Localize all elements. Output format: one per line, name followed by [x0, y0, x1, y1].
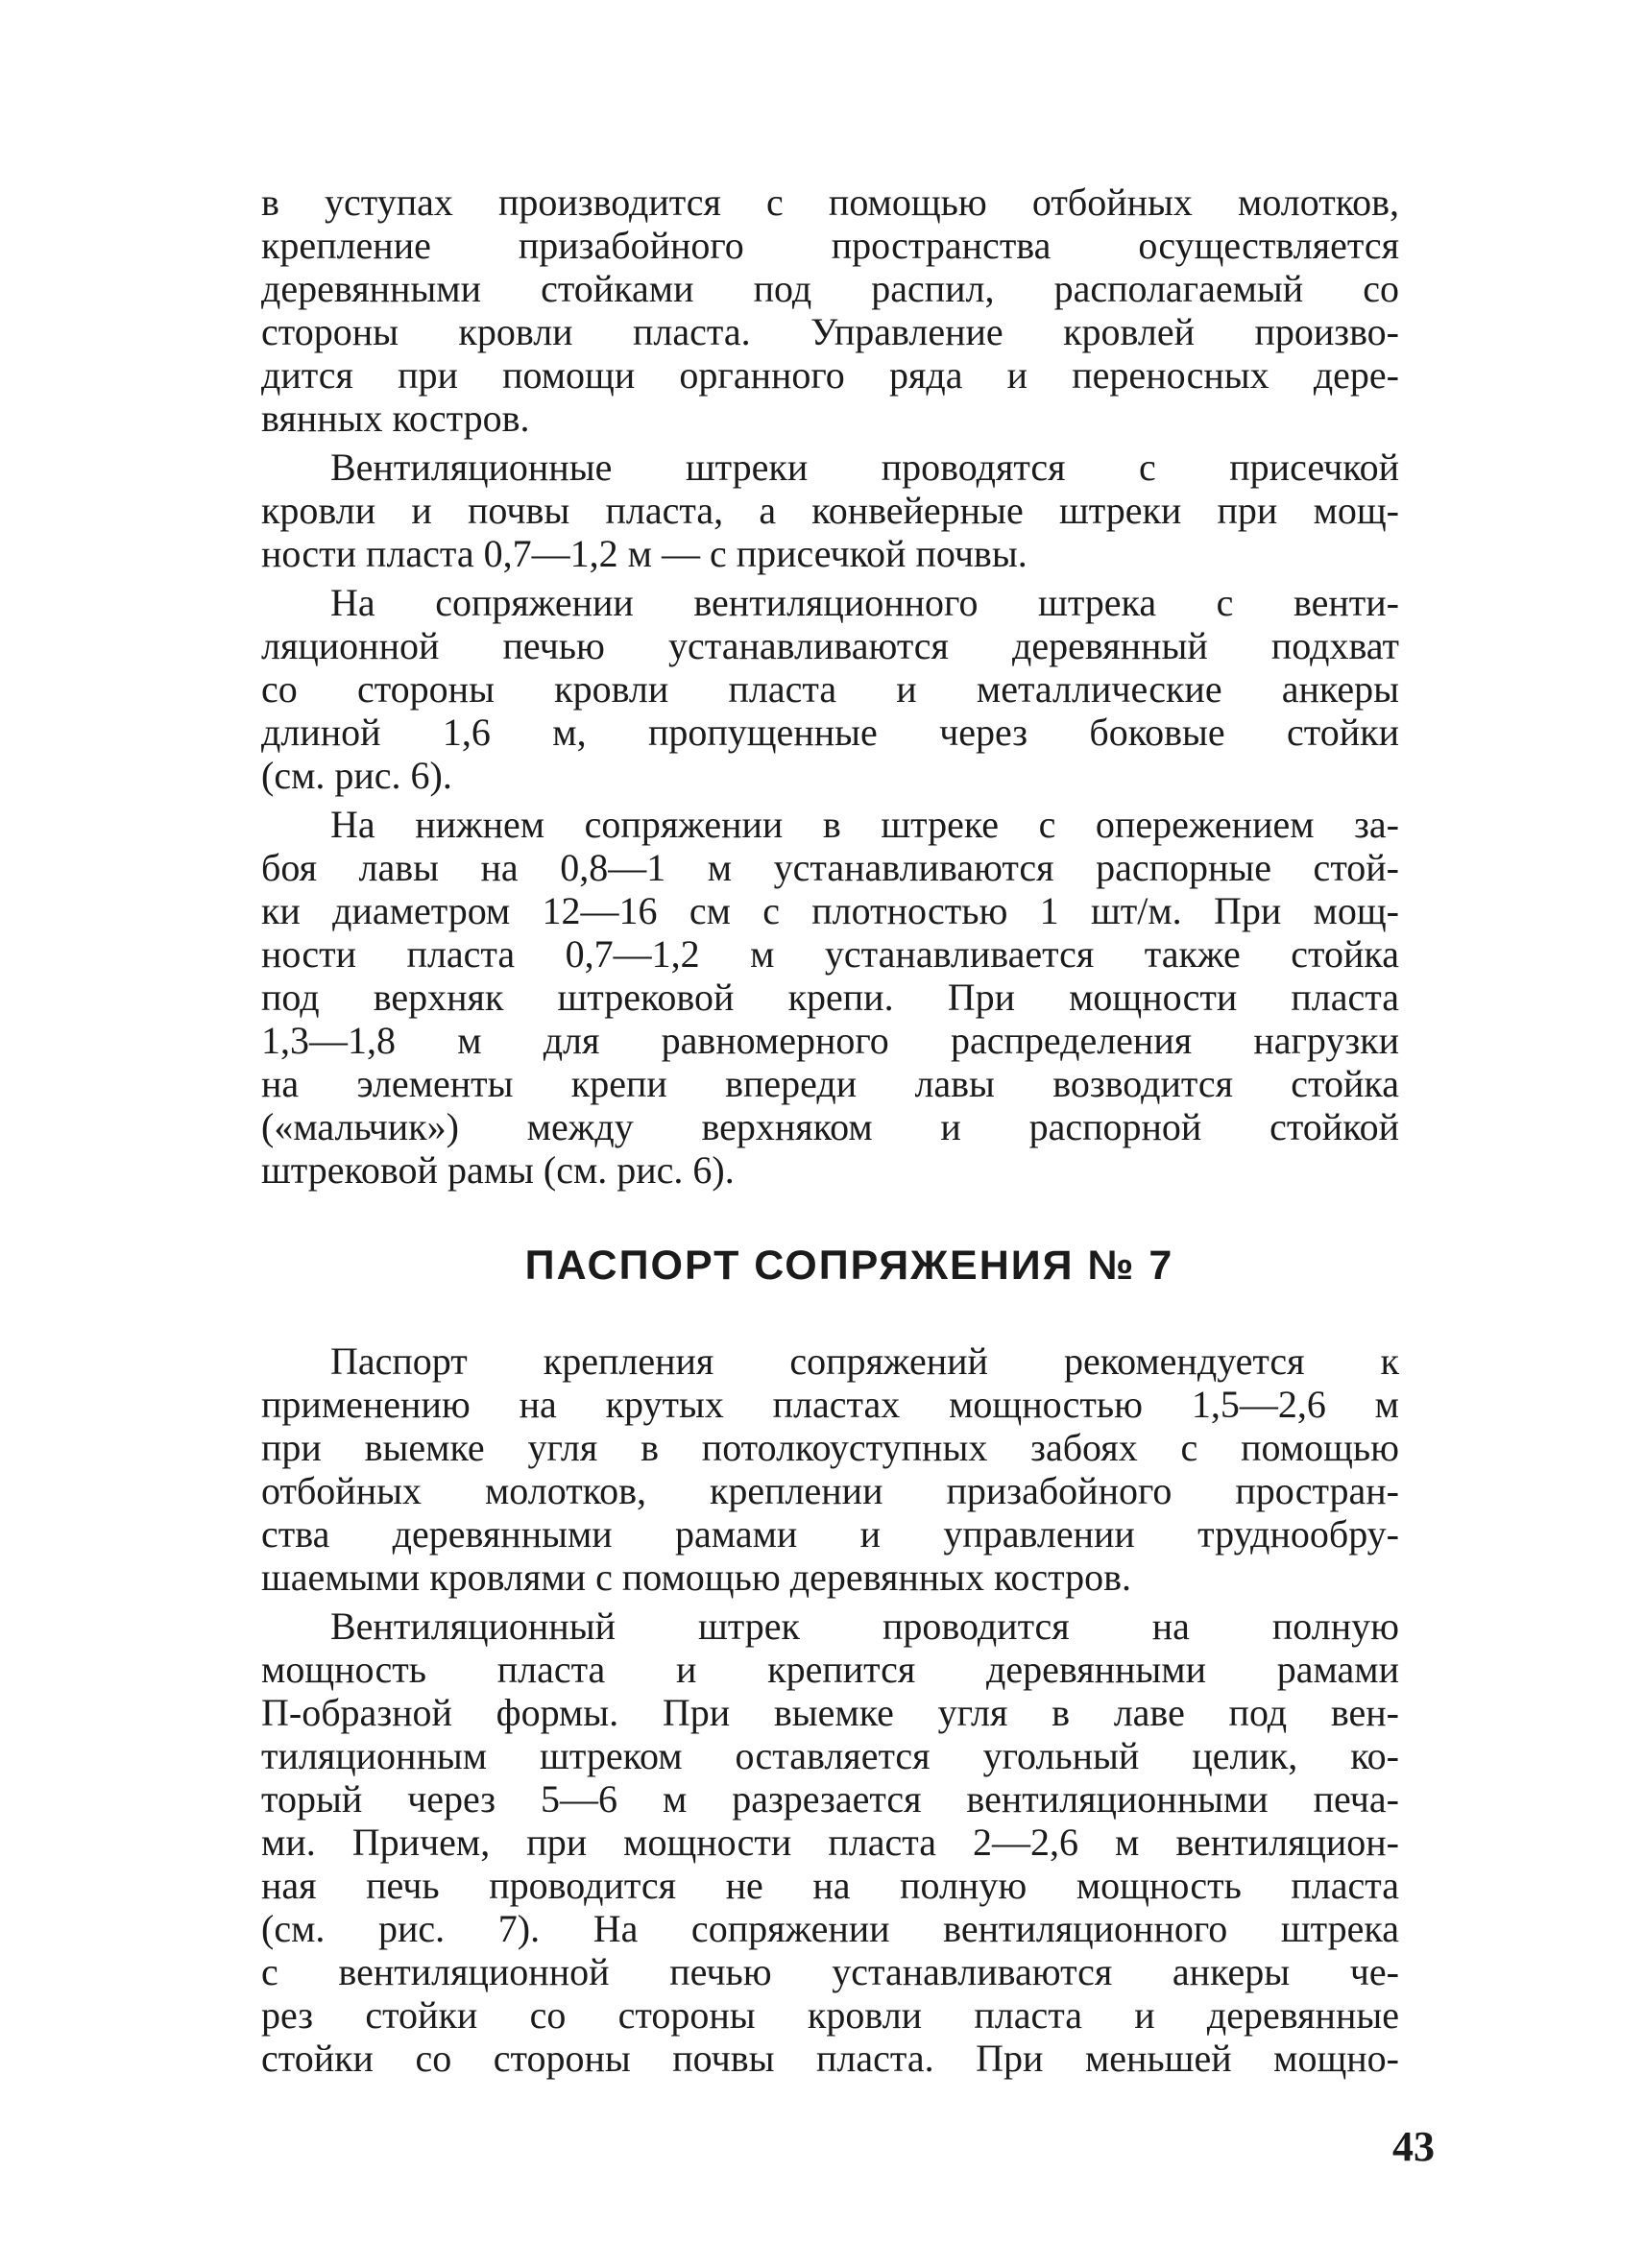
text-line: в уступах производится с помощью отбойных молотков,: [261, 181, 1399, 224]
text-line: боя лавы на 0,8—1 м устанавливаются распорные стой-: [261, 846, 1399, 889]
paragraph-3: [261, 581, 1399, 797]
text-line: длиной 1,6 м, пропущенные через боковые стойки: [261, 711, 1399, 754]
text-line: Вентиляционные штреки проводятся с присечкой: [330, 446, 1399, 489]
text-line: ки диаметром 12—16 см с плотностью 1 шт/м. При мощ-: [261, 889, 1399, 932]
text-line: деревянными стойками под распил, располагаемый со: [261, 267, 1399, 310]
text-line: вянных костров.: [261, 397, 530, 440]
text-line: ми. Причем, при мощности пласта 2—2,6 м вентиляцион-: [261, 1821, 1399, 1864]
text-line: (см. рис. 6).: [261, 754, 452, 797]
text-line: ляционной печью устанавливаются деревянный подхват: [261, 624, 1399, 667]
text-line: отбойных молотков, креплении призабойного простран-: [261, 1469, 1399, 1512]
text-line: тиляционным штреком оставляется угольный целик, ко-: [261, 1734, 1399, 1777]
text-line: (см. рис. 7). На сопряжении вентиляционного штрека: [261, 1907, 1399, 1950]
text-line: под верхняк штрековой крепи. При мощности пласта: [261, 976, 1399, 1019]
text-line: стороны кровли пласта. Управление кровлей произво-: [261, 310, 1399, 353]
paragraph-6: [261, 1604, 1399, 2080]
text-line: ности пласта 0,7—1,2 м устанавливается также стойка: [261, 932, 1399, 976]
text-line: крепление призабойного пространства осуществляется: [261, 224, 1399, 267]
paragraph-2: [261, 446, 1399, 575]
text-line: ности пласта 0,7—1,2 м — с присечкой почвы.: [261, 532, 1028, 575]
section-heading: ПАСПОРТ СОПРЯЖЕНИЯ № 7: [524, 1243, 1174, 1289]
text-line: На нижнем сопряжении в штреке с опережением за-: [330, 803, 1399, 846]
text-line: П-образной формы. При выемке угля в лаве под вен-: [261, 1691, 1399, 1734]
text-line: стойки со стороны почвы пласта. При меньшей мощно-: [261, 2037, 1399, 2080]
text-line: кровли и почвы пласта, а конвейерные штреки при мощ-: [261, 489, 1399, 532]
text-line: мощность пласта и крепится деревянными рамами: [261, 1648, 1399, 1691]
text-line: со стороны кровли пласта и металлические анкеры: [261, 667, 1399, 711]
text-line: дится при помощи органного ряда и переносных дере-: [261, 353, 1399, 397]
text-line: штрековой рамы (см. рис. 6).: [261, 1148, 735, 1192]
text-line: шаемыми кровлями с помощью деревянных костров.: [261, 1556, 1132, 1599]
text-line: применению на крутых пластах мощностью 1,5—2,6 м: [261, 1383, 1399, 1426]
text-line: Вентиляционный штрек проводится на полную: [330, 1604, 1399, 1648]
text-line: ства деревянными рамами и управлении труднообру-: [261, 1512, 1399, 1556]
text-line: ная печь проводится не на полную мощность пласта: [261, 1864, 1399, 1907]
text-line: На сопряжении вентиляционного штрека с венти-: [330, 581, 1399, 624]
text-line: при выемке угля в потолкоуступных забоях с помощью: [261, 1426, 1399, 1469]
text-line: на элементы крепи впереди лавы возводится стойка: [261, 1062, 1399, 1105]
paragraph-4: [261, 803, 1399, 1192]
page-number: 43: [1392, 2123, 1435, 2170]
text-line: («мальчик») между верхняком и распорной стойкой: [261, 1105, 1399, 1148]
paragraph-1: [261, 181, 1399, 440]
text-line: Паспорт крепления сопряжений рекомендуется к: [330, 1339, 1399, 1383]
text-line: рез стойки со стороны кровли пласта и деревянные: [261, 1993, 1399, 2037]
paragraph-5: [261, 1339, 1399, 1599]
text-line: торый через 5—6 м разрезается вентиляционными печа-: [261, 1777, 1399, 1821]
text-line: с вентиляционной печью устанавливаются анкеры че-: [261, 1950, 1399, 1993]
page-body: [261, 181, 1399, 2080]
text-line: 1,3—1,8 м для равномерного распределения нагрузки: [261, 1019, 1399, 1062]
